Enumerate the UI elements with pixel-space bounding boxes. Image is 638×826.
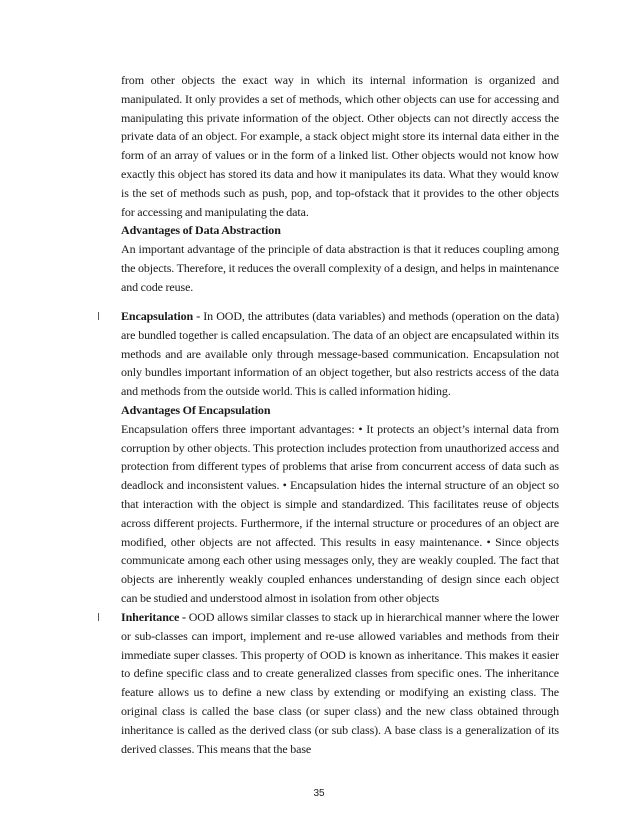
encapsulation-section	[121, 307, 559, 608]
advantages-encapsulation-heading: Advantages Of Encapsulation	[121, 402, 271, 417]
data-abstraction-section	[121, 71, 559, 297]
inheritance-bullet-marker: l	[97, 611, 101, 624]
inheritance-paragraph	[121, 608, 559, 758]
inheritance-text: OOD allows similar classes to stack up in hierarchical manner where the lower or sub-classes can import, implement and re-use allowed variables and methods from their immediate super classes. This property of OOD is known as inheritance. This makes it easier to define specific class and to create generalized classes from specific ones. The inheritance feature allows us to define a new class by extending or modifying an existing class. The original class is called the base class (or super class) and the new class obtained through inheritance is called as the derived class (or sub class). A base class is a generalization of its derived classes. This means that the base	[121, 610, 559, 756]
advantages-data-abstraction-heading: Advantages of Data Abstraction	[121, 223, 281, 238]
data-abstraction-paragraph: from other objects the exact way in which its internal information is organized and manipulated. It only provides a set of methods, which other objects can use for accessing and manipulating this private information of the object. Other objects can not directly access the private data of an object. For example, a stack object might store its internal data either in the form of an array of values or in the form of a linked list. Other objects would not know how exactly this object has stored its data and how it manipulates its data. What they would know is the set of methods such as push, pop, and top-ofstack that it provides to the other objects for accessing and manipulating the data.	[121, 73, 559, 219]
page-number: 35	[313, 788, 325, 799]
advantages-encapsulation-text: Encapsulation offers three important advantages: • It protects an object’s internal data from corruption by other objects. This protection includes protection from unauthorized access and protection from different types of problems that arise from concurrent access of data such as deadlock and inconsistent values. • Encapsulation hides the internal structure of an object so that interaction with the object is simple and standardized. This facilitates reuse of objects across different projects. Furthermore, if the internal structure or procedures of an object are modified, other objects are not affected. This results in easy maintenance. • Since objects communicate among each other using messages only, they are weakly coupled. The fact that objects are inherently weakly coupled enhances understanding of design since each object can be studied and understood almost in isolation from other objects	[121, 421, 559, 605]
inheritance-section	[121, 608, 559, 758]
encapsulation-term: Encapsulation -	[121, 309, 201, 323]
advantages-data-abstraction-text: An important advantage of the principle of data abstraction is that it reduces coupling among the objects. Therefore, it reduces the overall complexity of a design, and helps in maintenance and code reuse.	[121, 242, 559, 294]
encapsulation-paragraph	[121, 307, 559, 401]
encapsulation-bullet-marker: l	[97, 310, 101, 323]
encapsulation-text: In OOD, the attributes (data variables) and methods (operation on the data) are bundled together is called encapsulation. The data of an object are encapsulated within its methods and are available only through message-based communication. Encapsulation not only bundles important information of an object together, but also restricts access of the data and methods from the outside world. This is called information hiding.	[121, 309, 559, 399]
inheritance-term: Inheritance -	[121, 610, 186, 624]
